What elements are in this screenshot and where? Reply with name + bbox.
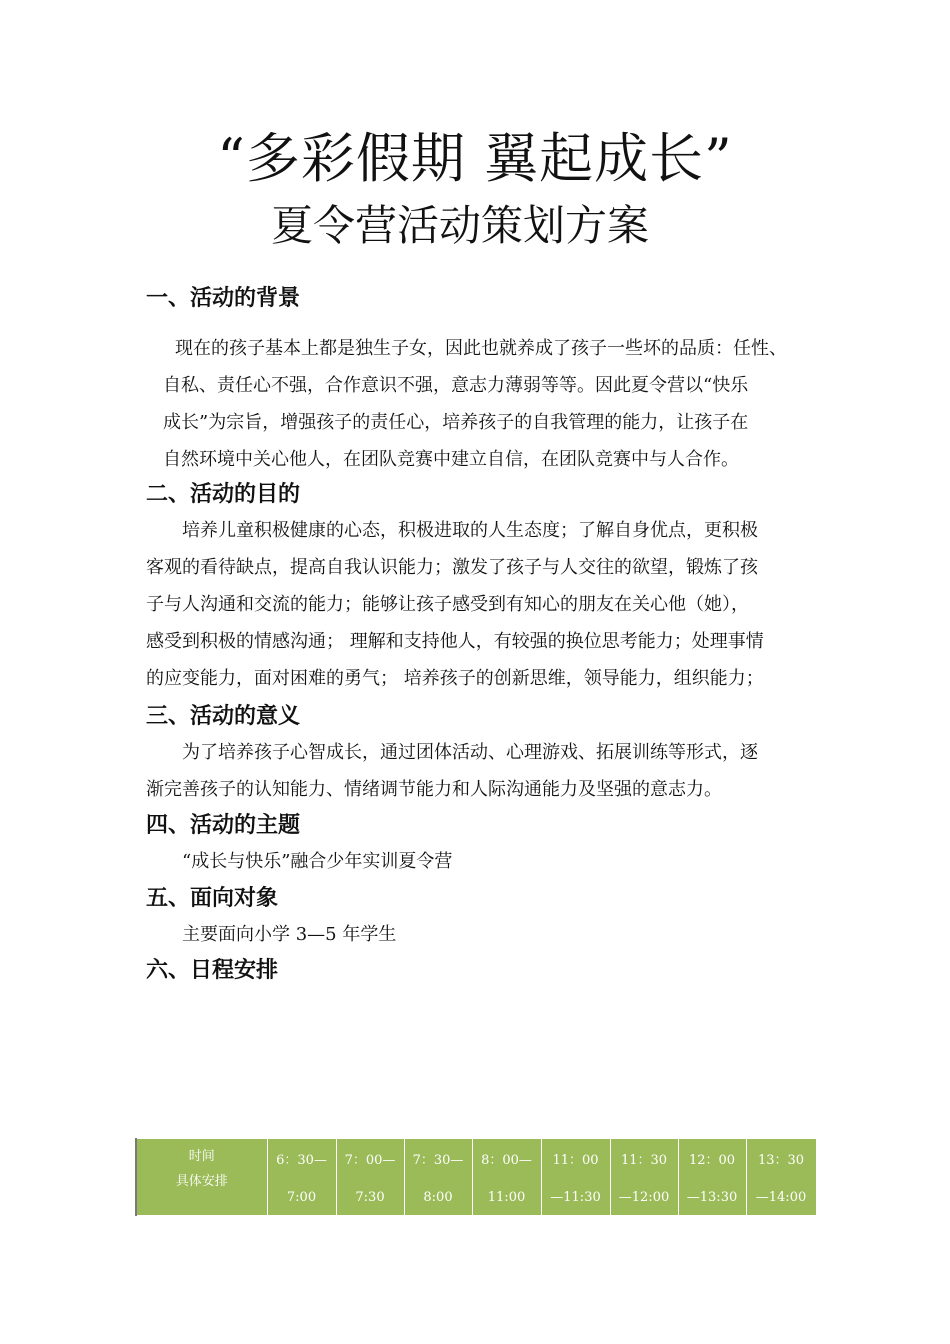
- time-slot-end: 7:00: [286, 1190, 317, 1205]
- section-heading-schedule: 六、日程安排: [146, 958, 279, 983]
- background-line-4: 自然环境中关心他人，在团队竞赛中建立自信，在团队竞赛中与人合作。: [163, 449, 739, 470]
- document-subtitle: 夏令营活动策划方案: [270, 201, 649, 250]
- time-slot-cell: [678, 1139, 746, 1216]
- time-slot-start: 8：00—: [481, 1153, 532, 1168]
- theme-text: “成长与快乐”融合少年实训夏令营: [182, 851, 453, 872]
- meaning-line-2: 渐完善孩子的认知能力、情绪调节能力和人际沟通能力及坚强的意志力。: [146, 779, 722, 800]
- time-slot-start: 7：30—: [412, 1153, 464, 1168]
- time-slot-cell: [541, 1139, 610, 1216]
- time-slot-cell: [472, 1139, 541, 1216]
- schedule-header-row: [136, 1139, 816, 1216]
- document-title: “多彩假期 翼起成长”: [217, 127, 733, 190]
- time-slot-start: 11：30: [620, 1153, 668, 1168]
- section-heading-background: 一、活动的背景: [146, 286, 301, 311]
- background-line-2: 自私、责任心不强，合作意识不强，意志力薄弱等等。因此夏令营以“快乐: [163, 375, 749, 396]
- time-slot-cell: [267, 1139, 336, 1216]
- purpose-line-3: 子与人沟通和交流的能力；能够让孩子感受到有知心的朋友在关心他（她），: [146, 594, 749, 615]
- time-slot-end: —14:00: [755, 1190, 807, 1205]
- time-slot-cell: [336, 1139, 404, 1216]
- time-slot-end: —11:30: [550, 1190, 601, 1205]
- time-slot-end: 11:00: [487, 1190, 526, 1205]
- audience-text: 主要面向小学 3—5 年学生: [182, 924, 397, 945]
- header-time-label: 时间: [188, 1149, 215, 1164]
- schedule-table: [135, 1138, 817, 1216]
- section-heading-meaning: 三、活动的意义: [146, 704, 301, 729]
- meaning-line-1: 为了培养孩子心智成长，通过团体活动、心理游戏、拓展训练等形式，逐: [182, 742, 758, 763]
- purpose-line-1: 培养儿童积极健康的心态，积极进取的人生态度；了解自身优点，更积极: [182, 520, 758, 541]
- section-heading-audience: 五、面向对象: [146, 886, 279, 911]
- time-slot-cell: [746, 1139, 816, 1216]
- background-line-3: 成长”为宗旨，增强孩子的责任心，培养孩子的自我管理的能力，让孩子在: [163, 412, 749, 433]
- purpose-line-2: 客观的看待缺点，提高自我认识能力；激发了孩子与人交往的欲望，锻炼了孩: [146, 557, 758, 578]
- time-slot-start: 11：00: [552, 1153, 599, 1168]
- time-slot-start: 13：30: [757, 1153, 805, 1168]
- time-slot-cell: [610, 1139, 678, 1216]
- section-heading-purpose: 二、活动的目的: [146, 482, 301, 507]
- time-slot-end: —13:30: [686, 1190, 738, 1205]
- time-slot-start: 6：30—: [276, 1153, 327, 1168]
- section-heading-theme: 四、活动的主题: [146, 813, 301, 838]
- time-slot-cell: [404, 1139, 472, 1216]
- time-slot-end: —12:00: [618, 1190, 670, 1205]
- time-slot-end: 8:00: [423, 1190, 453, 1205]
- time-slot-start: 12：00: [688, 1153, 736, 1168]
- purpose-line-5: 的应变能力，面对困难的勇气； 培养孩子的创新思维，领导能力，组织能力；: [146, 668, 764, 689]
- schedule-corner-cell: [136, 1139, 267, 1216]
- background-line-1: 现在的孩子基本上都是独生子女，因此也就养成了孩子一些坏的品质：任性、: [175, 338, 787, 359]
- purpose-line-4: 感受到积极的情感沟通； 理解和支持他人，有较强的换位思考能力；处理事情: [146, 631, 764, 652]
- header-plan-label: 具体安排: [175, 1174, 228, 1189]
- time-slot-end: 7:30: [355, 1190, 385, 1205]
- time-slot-start: 7：00—: [344, 1153, 396, 1168]
